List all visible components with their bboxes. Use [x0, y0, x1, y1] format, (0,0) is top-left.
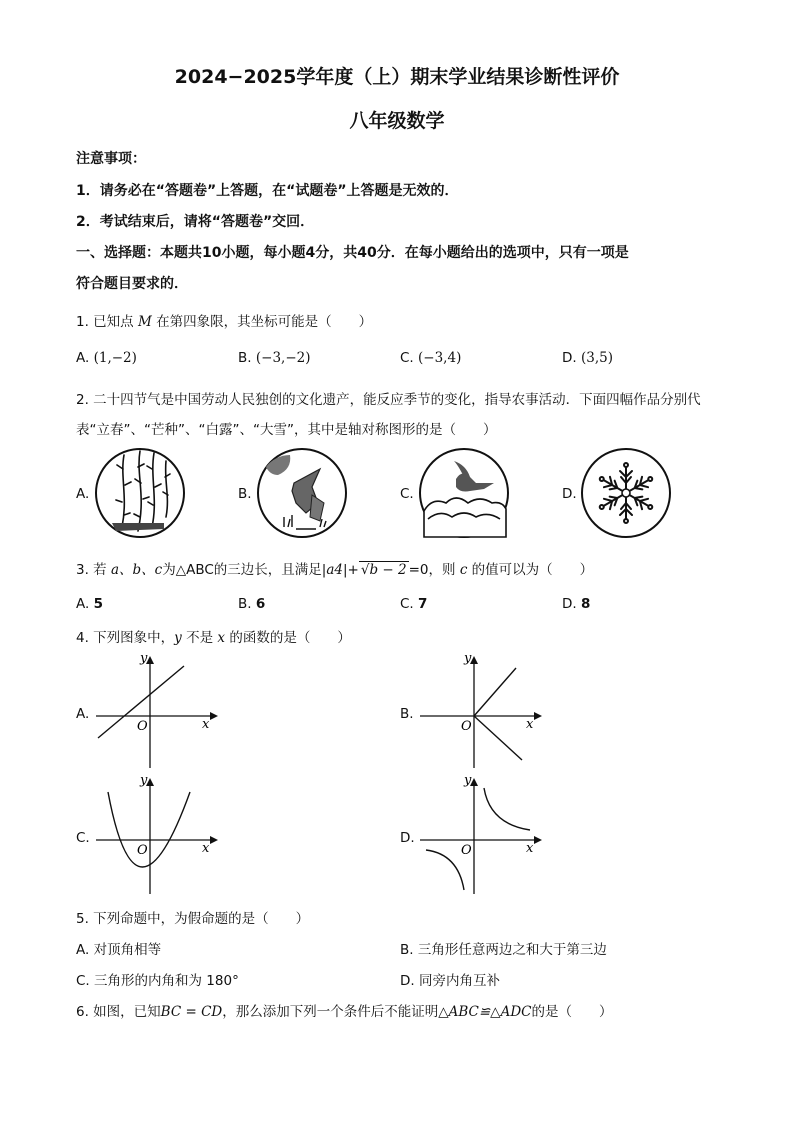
snowflake-icon [580, 447, 672, 539]
svg-text:x: x [526, 841, 534, 856]
q4-graph-d [418, 772, 548, 896]
exam-subtitle: 八年级数学 [349, 110, 445, 132]
question-2-line2: 表“立春”、“芒种”、“白露”、“大雪”，其中是轴对称图形的是（ ） [76, 422, 497, 438]
svg-text:y: y [464, 773, 472, 788]
svg-text:x: x [202, 841, 210, 856]
notes-item-2: 2．考试结束后，请将“答题卷”交回． [76, 214, 315, 230]
q5-option-a: A. 对顶角相等 [76, 942, 162, 958]
question-6: 6. 如图，已知BC = CD，那么添加下列一个条件后不能证明△ABC≌△ADC的是（ ） [76, 1004, 613, 1020]
q1-option-d: D. (3,5) [562, 350, 613, 366]
q4-graph-c [94, 772, 224, 896]
q5-option-b: B. 三角形任意两边之和大于第三边 [400, 942, 607, 958]
q4-option-d-label: D. [400, 830, 415, 846]
svg-text:x: x [202, 717, 210, 732]
notes-heading: 注意事项： [76, 151, 146, 167]
question-3: 3. 若 a、b、c为△ABC的三边长，且满足|a4|+ √b − 2 =0，则 c 的值可以为（ ） [76, 562, 594, 578]
q2-option-d-label: D. [562, 486, 577, 502]
q5-option-d: D. 同旁内角互补 [400, 973, 500, 989]
section-heading: 一、选择题：本题共10小题，每小题4分，共40分．在每小题给出的选项中，只有一项是 [76, 245, 629, 261]
grain-in-ear-icon [256, 447, 348, 539]
question-5: 5. 下列命题中，为假命题的是（ ） [76, 911, 310, 927]
q3-option-b: B. 6 [238, 596, 266, 612]
q1-option-a: A. (1,−2) [76, 350, 137, 366]
q2-option-c-label: C. [400, 486, 414, 502]
notes-item-1: 1．请务必在“答题卷”上答题，在“试题卷”上答题是无效的． [76, 183, 459, 199]
q4-option-c-label: C. [76, 830, 90, 846]
q3-option-a: A. 5 [76, 596, 103, 612]
svg-text:O: O [137, 843, 148, 858]
q4-option-b-label: B. [400, 706, 414, 722]
white-dew-bird-icon [418, 447, 510, 539]
svg-text:x: x [526, 717, 534, 732]
q3-option-c: C. 7 [400, 596, 428, 612]
question-4: 4. 下列图象中，y 不是 x 的函数的是（ ） [76, 630, 351, 646]
q4-graph-b [418, 650, 548, 770]
svg-text:O: O [137, 719, 148, 734]
svg-text:O: O [461, 719, 472, 734]
q1-var-m: M [137, 314, 152, 330]
exam-title: 2024−2025学年度（上）期末学业结果诊断性评价 [174, 66, 620, 88]
q1-stem-post: 在第四象限，其坐标可能是（ ） [156, 314, 373, 330]
q5-option-c: C. 三角形的内角和为 180° [76, 973, 239, 989]
svg-text:y: y [464, 651, 472, 666]
question-1 [76, 310, 372, 330]
q1-stem-pre: 1. 已知点 [76, 314, 134, 330]
svg-text:O: O [461, 843, 472, 858]
svg-text:y: y [140, 773, 148, 788]
q2-option-b-label: B. [238, 486, 252, 502]
q4-option-a-label: A. [76, 706, 90, 722]
q3-option-d: D. 8 [562, 596, 591, 612]
svg-text:y: y [140, 651, 148, 666]
q1-option-c: C. (−3,4) [400, 350, 462, 366]
q2-option-a-label: A. [76, 486, 90, 502]
question-2-line1: 2. 二十四节气是中国劳动人民独创的文化遗产，能反应季节的变化，指导农事活动．下面四幅作品分别代 [76, 392, 701, 408]
spring-branches-icon [94, 447, 186, 539]
q4-graph-a [94, 650, 224, 770]
section-heading-cont: 符合题目要求的． [76, 276, 188, 292]
q1-option-b: B. (−3,−2) [238, 350, 311, 366]
